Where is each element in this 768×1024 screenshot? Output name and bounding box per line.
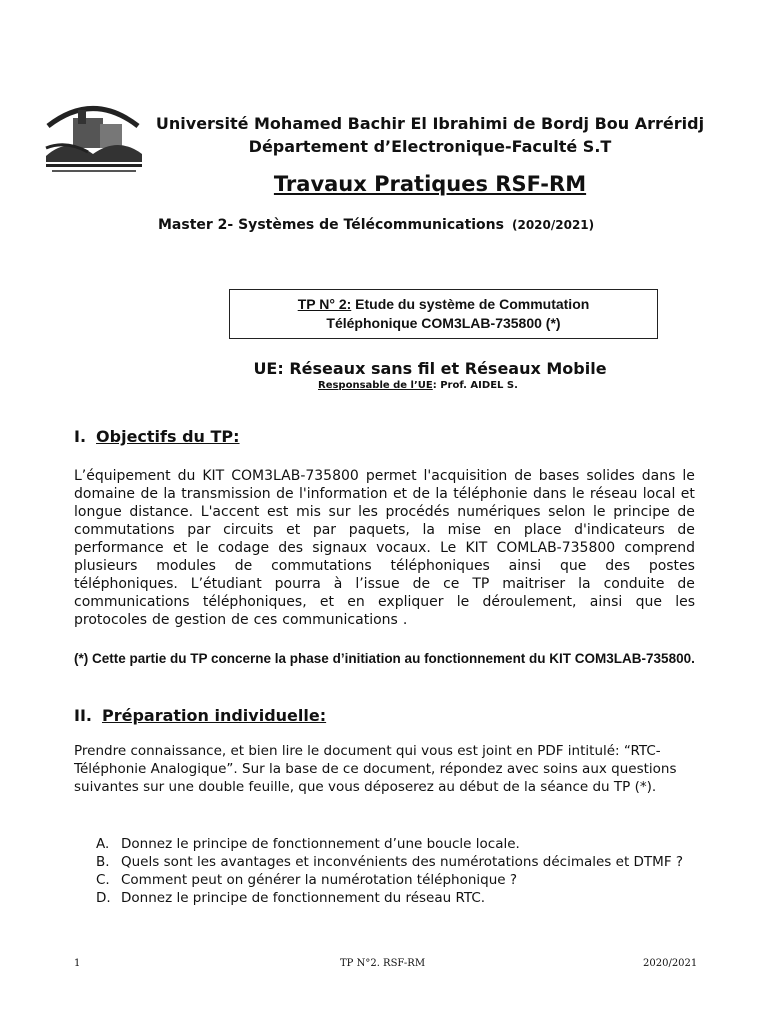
- academic-year: (2020/2021): [511, 218, 595, 232]
- paragraph-word: de: [276, 486, 294, 502]
- footer-page-number: 1: [74, 958, 81, 969]
- paragraph-word: distance.: [129, 504, 194, 520]
- question-item: [96, 853, 696, 871]
- paragraph-line: [74, 539, 695, 557]
- paragraph-line: [74, 557, 695, 575]
- paragraph-word: .: [402, 612, 408, 628]
- paragraph-word: modules: [156, 558, 216, 574]
- footer-year: 2020/2021: [643, 958, 698, 969]
- paragraph-word: la: [578, 576, 591, 592]
- paragraph-word: longue: [74, 504, 122, 520]
- paragraph-word: la: [435, 486, 448, 502]
- section2-intro: Prendre connaissance, et bien lire le document qui vous est joint en PDF intitulé: “RTC-Téléphonie Analogique”. Sur la base de ce document, répondez avec soins aux questions suivantes sur une double feuille, que vous déposerez au début de la séance du TP (*).: [74, 743, 677, 795]
- paragraph-word: du: [177, 468, 196, 484]
- responsible-label: Responsable de l’UE: [318, 380, 433, 391]
- department-name: Département d’Electronique-Faculté S.T: [248, 137, 612, 156]
- paragraph-line: [74, 485, 695, 503]
- paragraph-word: réseau: [589, 486, 638, 502]
- paragraph-word: le: [572, 486, 585, 502]
- tp-number: TP N° 2:: [297, 296, 352, 312]
- paragraph-word: commutations: [74, 522, 175, 538]
- paragraph-word: COMLAB-735800: [496, 540, 616, 556]
- paragraph-word: téléphoniques,: [202, 594, 307, 610]
- paragraph-word: de: [234, 558, 253, 574]
- section1-note: (*) Cette partie du TP concerne la phase d’initiation au fonctionnement du KIT COM3LAB-735800.: [74, 651, 695, 666]
- question-list: [96, 835, 696, 907]
- question-key: B.: [96, 854, 110, 870]
- paragraph-word: et: [286, 522, 301, 538]
- paragraph-word: des: [605, 558, 630, 574]
- paragraph-word: procédés: [385, 504, 450, 520]
- paragraph-word: le: [682, 468, 695, 484]
- paragraph-word: de: [677, 504, 695, 520]
- question-item: [96, 835, 696, 853]
- section2-title: Préparation individuelle:: [101, 706, 327, 725]
- ue-title: UE: Réseaux sans fil et Réseaux Mobile: [253, 359, 607, 378]
- paragraph-word: que: [560, 558, 587, 574]
- section2-heading: [74, 706, 326, 725]
- paragraph-word: KIT: [202, 468, 225, 484]
- paragraph-word: les: [675, 594, 695, 610]
- section1-title: Objectifs du TP:: [96, 427, 240, 446]
- paragraph-word: mis: [296, 504, 321, 520]
- paragraph-word: postes: [648, 558, 695, 574]
- paragraph-word: maitriser: [502, 576, 566, 592]
- paragraph-word: codage: [217, 540, 270, 556]
- responsible-line: [318, 380, 518, 391]
- paragraph-word: et: [172, 540, 187, 556]
- paragraph-word: signaux: [312, 540, 367, 556]
- paragraph-line: [74, 521, 695, 539]
- university-logo: [38, 96, 148, 178]
- tp-title-box: [229, 289, 658, 339]
- paragraph-word: et: [680, 486, 695, 502]
- paragraph-line: [74, 593, 695, 611]
- paragraph-word: communications: [74, 594, 190, 610]
- tp-title-line1: Etude du système de Commutation: [355, 296, 590, 312]
- paragraph-word: principe: [613, 504, 670, 520]
- section1-heading: [74, 427, 240, 446]
- paragraph-word: l'acquisition: [423, 468, 508, 484]
- paragraph-word: l’issue: [355, 576, 400, 592]
- question-item: [96, 889, 696, 907]
- paragraph-word: de: [412, 576, 431, 592]
- paragraph-line: [74, 575, 695, 593]
- paragraph-word: place: [523, 522, 562, 538]
- paragraph-word: selon: [548, 504, 586, 520]
- paragraph-word: déroulement,: [482, 594, 577, 610]
- footer-title: TP N°2. RSF-RM: [340, 958, 426, 969]
- paragraph-word: le: [196, 540, 209, 556]
- paragraph-word: KIT: [465, 540, 488, 556]
- paragraph-word: par: [312, 522, 337, 538]
- section2-number: II.: [74, 706, 92, 725]
- paragraph-line: [74, 467, 695, 485]
- paragraph-word: gestion: [174, 612, 227, 628]
- paragraph-word: ce: [443, 576, 460, 592]
- paragraph-word: L'accent: [200, 504, 260, 520]
- paragraph-word: téléphonie: [453, 486, 528, 502]
- paragraph-word: local: [642, 486, 676, 502]
- paragraph-word: circuits: [223, 522, 274, 538]
- question-text: Donnez le principe de fonctionnement d’une boucle locale.: [121, 836, 520, 852]
- paragraph-word: permet: [365, 468, 417, 484]
- paragraph-word: ainsi: [589, 594, 623, 610]
- paragraph-word: est: [267, 504, 289, 520]
- paragraph-word: plusieurs: [74, 558, 138, 574]
- university-header: [150, 112, 710, 158]
- paragraph-word: l'information: [298, 486, 388, 502]
- paragraph-word: et: [319, 594, 335, 610]
- paragraph-word: commutations: [271, 558, 372, 574]
- paragraph-word: de: [231, 612, 249, 628]
- paragraph-word: transmission: [181, 486, 271, 502]
- paragraph-word: la: [163, 486, 176, 502]
- paragraph-word: de: [677, 576, 695, 592]
- paragraph-word: le: [593, 504, 606, 520]
- paragraph-word: et: [392, 486, 408, 502]
- paragraph-word: téléphoniques: [390, 558, 490, 574]
- paragraph-word: paquets,: [348, 522, 410, 538]
- responsible-name: : Prof. AIDEL S.: [432, 380, 518, 391]
- paragraph-word: téléphoniques.: [74, 576, 178, 592]
- question-text: Comment peut on générer la numérotation téléphonique ?: [121, 872, 518, 888]
- document-title: Travaux Pratiques RSF-RM: [273, 172, 587, 196]
- tp-title-line2: Téléphonique COM3LAB-735800 (*): [326, 315, 561, 331]
- question-item: [96, 871, 696, 889]
- paragraph-line: [74, 503, 695, 521]
- paragraph-word: sur: [328, 504, 351, 520]
- paragraph-word: la: [422, 522, 435, 538]
- paragraph-word: que: [635, 594, 662, 610]
- question-key: A.: [96, 836, 110, 852]
- section1-number: I.: [74, 427, 87, 446]
- paragraph-word: de: [140, 486, 158, 502]
- paragraph-word: protocoles: [74, 612, 148, 628]
- paragraph-word: COM3LAB-735800: [231, 468, 359, 484]
- paragraph-word: Le: [440, 540, 457, 556]
- question-key: D.: [96, 890, 111, 906]
- question-text: Donnez le principe de fonctionnement du réseau RTC.: [121, 890, 486, 906]
- paragraph-line: [74, 611, 695, 629]
- section1-paragraph: [74, 467, 695, 629]
- paragraph-word: comprend: [624, 540, 695, 556]
- paragraph-word: vocaux.: [376, 540, 431, 556]
- paragraph-word: numériques: [457, 504, 541, 520]
- paragraph-word: expliquer: [378, 594, 444, 610]
- paragraph-word: des: [278, 540, 304, 556]
- paragraph-word: ainsi: [508, 558, 542, 574]
- paragraph-word: par: [187, 522, 211, 538]
- paragraph-word: le: [456, 594, 470, 610]
- paragraph-word: les: [358, 504, 378, 520]
- paragraph-word: de: [152, 612, 170, 628]
- paragraph-word: en: [493, 522, 512, 538]
- paragraph-word: dans: [532, 486, 567, 502]
- paragraph-word: à: [333, 576, 343, 592]
- question-key: C.: [96, 872, 110, 888]
- master-line: [158, 217, 718, 233]
- paragraph-word: en: [347, 594, 365, 610]
- paragraph-word: de: [514, 468, 532, 484]
- university-name: Université Mohamed Bachir El Ibrahimi de Bordj Bou Arréridj: [155, 114, 705, 133]
- paragraph-word: L’étudiant: [190, 576, 262, 592]
- question-text: Quels sont les avantages et inconvénients des numérotations décimales et DTMF ?: [121, 854, 684, 870]
- paragraph-word: pourra: [274, 576, 321, 592]
- paragraph-word: de: [677, 522, 695, 538]
- paragraph-word: solides: [586, 468, 635, 484]
- paragraph-word: L’équipement: [74, 468, 171, 484]
- paragraph-word: dans: [641, 468, 676, 484]
- paragraph-word: conduite: [603, 576, 665, 592]
- paragraph-word: TP: [472, 576, 490, 592]
- paragraph-word: performance: [74, 540, 164, 556]
- paragraph-word: mise: [447, 522, 482, 538]
- master-label: Master 2- Systèmes de Télécommunications: [158, 217, 504, 233]
- paragraph-word: ces: [253, 612, 278, 628]
- paragraph-word: communications: [282, 612, 398, 628]
- paragraph-word: bases: [538, 468, 580, 484]
- paragraph-word: d'indicateurs: [574, 522, 665, 538]
- paragraph-word: de: [412, 486, 430, 502]
- paragraph-word: domaine: [74, 486, 136, 502]
